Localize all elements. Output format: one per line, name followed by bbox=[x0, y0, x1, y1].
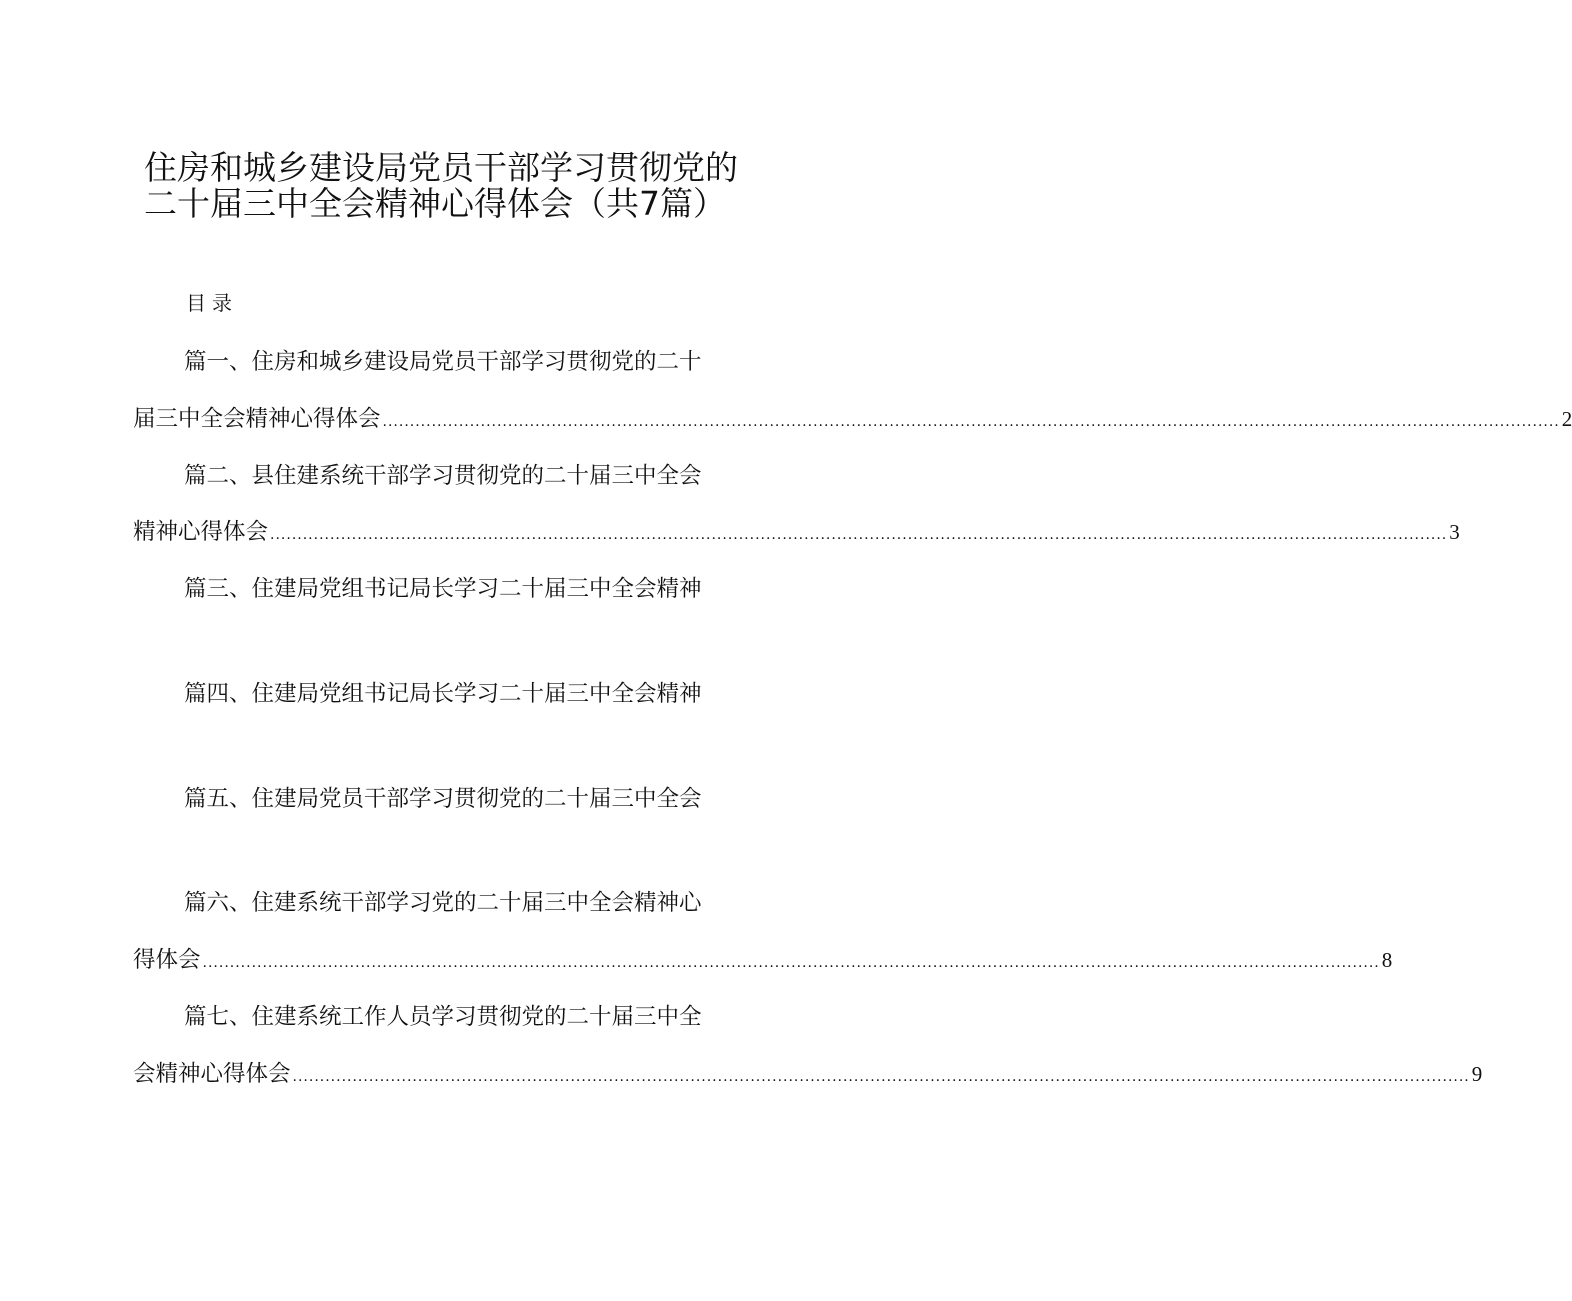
toc-entry-1-page: 2 bbox=[1561, 407, 1572, 431]
toc-heading: 目录 bbox=[186, 291, 238, 315]
toc-entry-7-page: 9 bbox=[1471, 1062, 1483, 1086]
toc-entry-6-text: 得体会 bbox=[133, 947, 201, 973]
document-title-line-1: 住房和城乡建设局党员干部学习贯彻党的 bbox=[144, 148, 738, 187]
toc-entry-1-text: 届三中全会精神心得体会 bbox=[133, 406, 381, 432]
toc-entry-6-continuation[interactable] bbox=[133, 945, 1393, 978]
toc-leader-dots: ........................................................................................................................................................................................................................ bbox=[202, 955, 1380, 971]
toc-entry-7-continuation[interactable] bbox=[133, 1059, 1483, 1092]
toc-entry-2-continuation[interactable] bbox=[133, 517, 1460, 550]
toc-entry-6-page: 8 bbox=[1381, 948, 1393, 972]
toc-entry-2-title[interactable]: 篇二、县住建系统干部学习贯彻党的二十届三中全会 bbox=[184, 463, 702, 489]
toc-entry-1-title[interactable]: 篇一、住房和城乡建设局党员干部学习贯彻党的二十 bbox=[184, 349, 702, 375]
document-title-line-2: 二十届三中全会精神心得体会（共7篇） bbox=[144, 184, 726, 223]
toc-leader-dots: ........................................................................................................................................................................................................................ bbox=[270, 527, 1448, 543]
toc-entry-5-title[interactable]: 篇五、住建局党员干部学习贯彻党的二十届三中全会 bbox=[184, 786, 702, 812]
toc-leader-dots: ........................................................................................................................................................................................................................ bbox=[382, 414, 1560, 430]
toc-entry-2-text: 精神心得体会 bbox=[133, 519, 269, 545]
toc-entry-2-page: 3 bbox=[1449, 520, 1460, 544]
toc-entry-6-title[interactable]: 篇六、住建系统干部学习党的二十届三中全会精神心 bbox=[184, 890, 702, 916]
toc-entry-7-title[interactable]: 篇七、住建系统工作人员学习贯彻党的二十届三中全 bbox=[184, 1004, 702, 1030]
toc-entry-4-title[interactable]: 篇四、住建局党组书记局长学习二十届三中全会精神 bbox=[184, 681, 702, 707]
toc-entry-3-title[interactable]: 篇三、住建局党组书记局长学习二十届三中全会精神 bbox=[184, 576, 702, 602]
toc-leader-dots: ........................................................................................................................................................................................................................ bbox=[292, 1069, 1470, 1085]
toc-entry-7-text: 会精神心得体会 bbox=[133, 1061, 291, 1087]
toc-entry-1-continuation[interactable] bbox=[133, 404, 1572, 437]
